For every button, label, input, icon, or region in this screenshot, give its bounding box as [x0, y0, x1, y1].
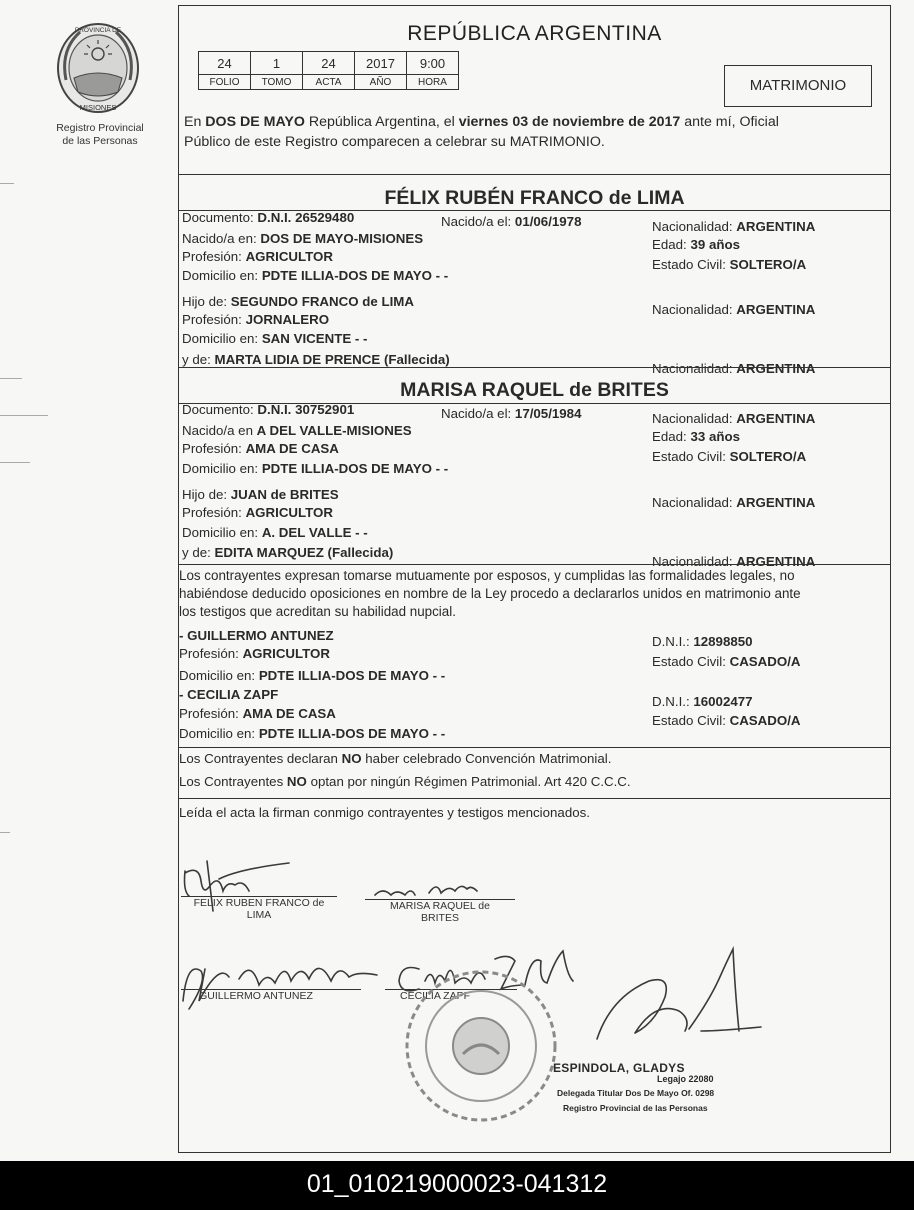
- groom-birthplace: Nacido/a en: DOS DE MAYO-MISIONES: [182, 231, 424, 246]
- tomo-label: TOMO: [251, 75, 303, 90]
- groom-civil-status: Estado Civil: SOLTERO/A: [652, 257, 807, 272]
- registry-label-line1: Registro Provincial: [56, 122, 144, 134]
- marriage-certificate: [178, 5, 891, 1153]
- hour-value: 9:00: [407, 52, 459, 75]
- bride-mother-nationality: Nacionalidad: ARGENTINA: [652, 554, 816, 569]
- bride-birthdate: Nacido/a el: 17/05/1984: [441, 406, 582, 421]
- bride-father-address: Domicilio en: A. DEL VALLE - -: [182, 525, 368, 540]
- tomo-value: 1: [251, 52, 303, 75]
- bride-signature-caption: MARISA RAQUEL de BRITES: [390, 900, 490, 924]
- groom-birthdate: Nacido/a el: 01/06/1978: [441, 214, 582, 229]
- folio-label: FOLIO: [199, 75, 251, 90]
- witness-2-address: Domicilio en: PDTE ILLIA-DOS DE MAYO - -: [179, 726, 446, 741]
- official-signature: [597, 949, 761, 1039]
- groom-address: Domicilio en: PDTE ILLIA-DOS DE MAYO - -: [182, 268, 449, 283]
- acta-value: 24: [303, 52, 355, 75]
- groom-name: FÉLIX RUBÉN FRANCO de LIMA: [384, 187, 685, 209]
- witness-2-signature-caption: CECILIA ZAPF: [399, 990, 471, 1002]
- official-stamp-name: ESPINDOLA, GLADYS: [553, 1061, 685, 1075]
- official-stamp-office: Delegada Titular Dos De Mayo Of. 0298: [557, 1088, 715, 1098]
- declaration-line-1: Los contrayentes expresan tomarse mutuamente por esposos, y cumplidas las formalidades legales, no: [179, 568, 795, 583]
- witness-1-civil-status: Estado Civil: CASADO/A: [652, 654, 801, 669]
- witness-1-signature: [183, 968, 377, 1009]
- folio-value: 24: [199, 52, 251, 75]
- act-type-box: MATRIMONIO: [724, 65, 872, 107]
- bride-profession: Profesión: AMA DE CASA: [182, 441, 339, 456]
- groom-profession: Profesión: AGRICULTOR: [182, 249, 333, 264]
- seal-bottom-text: MISIONES: [79, 103, 117, 112]
- groom-father: Hijo de: SEGUNDO FRANCO de LIMA: [182, 294, 414, 309]
- witness-1-address: Domicilio en: PDTE ILLIA-DOS DE MAYO - -: [179, 668, 446, 683]
- groom-nationality: Nacionalidad: ARGENTINA: [652, 219, 816, 234]
- official-stamp-legajo: Legajo 22080: [657, 1074, 714, 1084]
- scan-mark: [0, 183, 14, 184]
- groom-signature: [185, 861, 290, 911]
- registry-stamp-icon: [401, 966, 561, 1126]
- witness-1-profession: Profesión: AGRICULTOR: [179, 646, 330, 661]
- groom-father-profession: Profesión: JORNALERO: [182, 312, 330, 327]
- hour-label: HORA: [407, 75, 459, 90]
- witness-1-dni: D.N.I.: 12898850: [652, 634, 753, 649]
- bride-birthplace: Nacido/a en A DEL VALLE-MISIONES: [182, 423, 412, 438]
- bride-address: Domicilio en: PDTE ILLIA-DOS DE MAYO - -: [182, 461, 449, 476]
- intro-line-2: Público de este Registro comparecen a celebrar su MATRIMONIO.: [184, 134, 605, 150]
- witness-1-signature-caption: GUILLERMO ANTUNEZ: [199, 990, 313, 1002]
- groom-father-nationality: Nacionalidad: ARGENTINA: [652, 302, 816, 317]
- witness-2-profession: Profesión: AMA DE CASA: [179, 706, 336, 721]
- convention-statement: Los Contrayentes declaran NO haber celebrado Convención Matrimonial.: [179, 751, 612, 766]
- bride-father: Hijo de: JUAN de BRITES: [182, 487, 339, 502]
- province-seal-icon: [54, 20, 142, 116]
- registry-label-line2: de las Personas: [62, 135, 138, 147]
- bride-father-nationality: Nacionalidad: ARGENTINA: [652, 495, 816, 510]
- official-stamp-registry: Registro Provincial de las Personas: [563, 1103, 708, 1113]
- page-title: REPÚBLICA ARGENTINA: [407, 22, 662, 45]
- record-table: [198, 51, 459, 90]
- intro-line-1: En DOS DE MAYO República Argentina, el viernes 03 de noviembre de 2017 ante mí, Oficial: [184, 114, 779, 130]
- groom-father-address: Domicilio en: SAN VICENTE - -: [182, 331, 368, 346]
- groom-mother: y de: MARTA LIDIA DE PRENCE (Fallecida): [182, 352, 450, 367]
- groom-document: Documento: D.N.I. 26529480: [182, 210, 355, 225]
- groom-mother-nationality: Nacionalidad: ARGENTINA: [652, 361, 816, 376]
- witness-2-civil-status: Estado Civil: CASADO/A: [652, 713, 801, 728]
- registry-label: [40, 122, 160, 148]
- bride-age: Edad: 33 años: [652, 429, 740, 444]
- bride-mother: y de: EDITA MARQUEZ (Fallecida): [182, 545, 394, 560]
- declaration-line-3: los testigos que acreditan su habilidad nupcial.: [179, 604, 456, 619]
- year-value: 2017: [355, 52, 407, 75]
- scan-mark: [0, 832, 10, 833]
- scan-mark: [0, 462, 30, 463]
- witness-2-dni: D.N.I.: 16002477: [652, 694, 753, 709]
- witness-2-name: - CECILIA ZAPF: [179, 687, 279, 702]
- groom-age: Edad: 39 años: [652, 237, 740, 252]
- bride-name: MARISA RAQUEL de BRITES: [400, 379, 669, 401]
- scan-mark: [0, 415, 48, 416]
- closing-statement: Leída el acta la firman conmigo contrayentes y testigos mencionados.: [179, 805, 590, 820]
- bride-nationality: Nacionalidad: ARGENTINA: [652, 411, 816, 426]
- seal-top-text: PROVINCIA DE: [74, 27, 122, 34]
- bride-father-profession: Profesión: AGRICULTOR: [182, 505, 333, 520]
- groom-signature-caption: FELIX RUBEN FRANCO de LIMA: [193, 897, 325, 921]
- file-id-footer: 01_010219000023-041312: [0, 1161, 914, 1210]
- bride-civil-status: Estado Civil: SOLTERO/A: [652, 449, 807, 464]
- acta-label: ACTA: [303, 75, 355, 90]
- declaration-line-2: habiéndose deducido oposiciones en nombre de la Ley procedo a declararlos unidos en matrimonio ante: [179, 586, 801, 601]
- witness-1-name: - GUILLERMO ANTUNEZ: [179, 628, 334, 643]
- bride-signature: [375, 886, 477, 895]
- regime-statement: Los Contrayentes NO optan por ningún Régimen Patrimonial. Art 420 C.C.C.: [179, 774, 631, 789]
- scan-mark: [0, 378, 22, 379]
- bride-document: Documento: D.N.I. 30752901: [182, 402, 355, 417]
- year-label: AÑO: [355, 75, 407, 90]
